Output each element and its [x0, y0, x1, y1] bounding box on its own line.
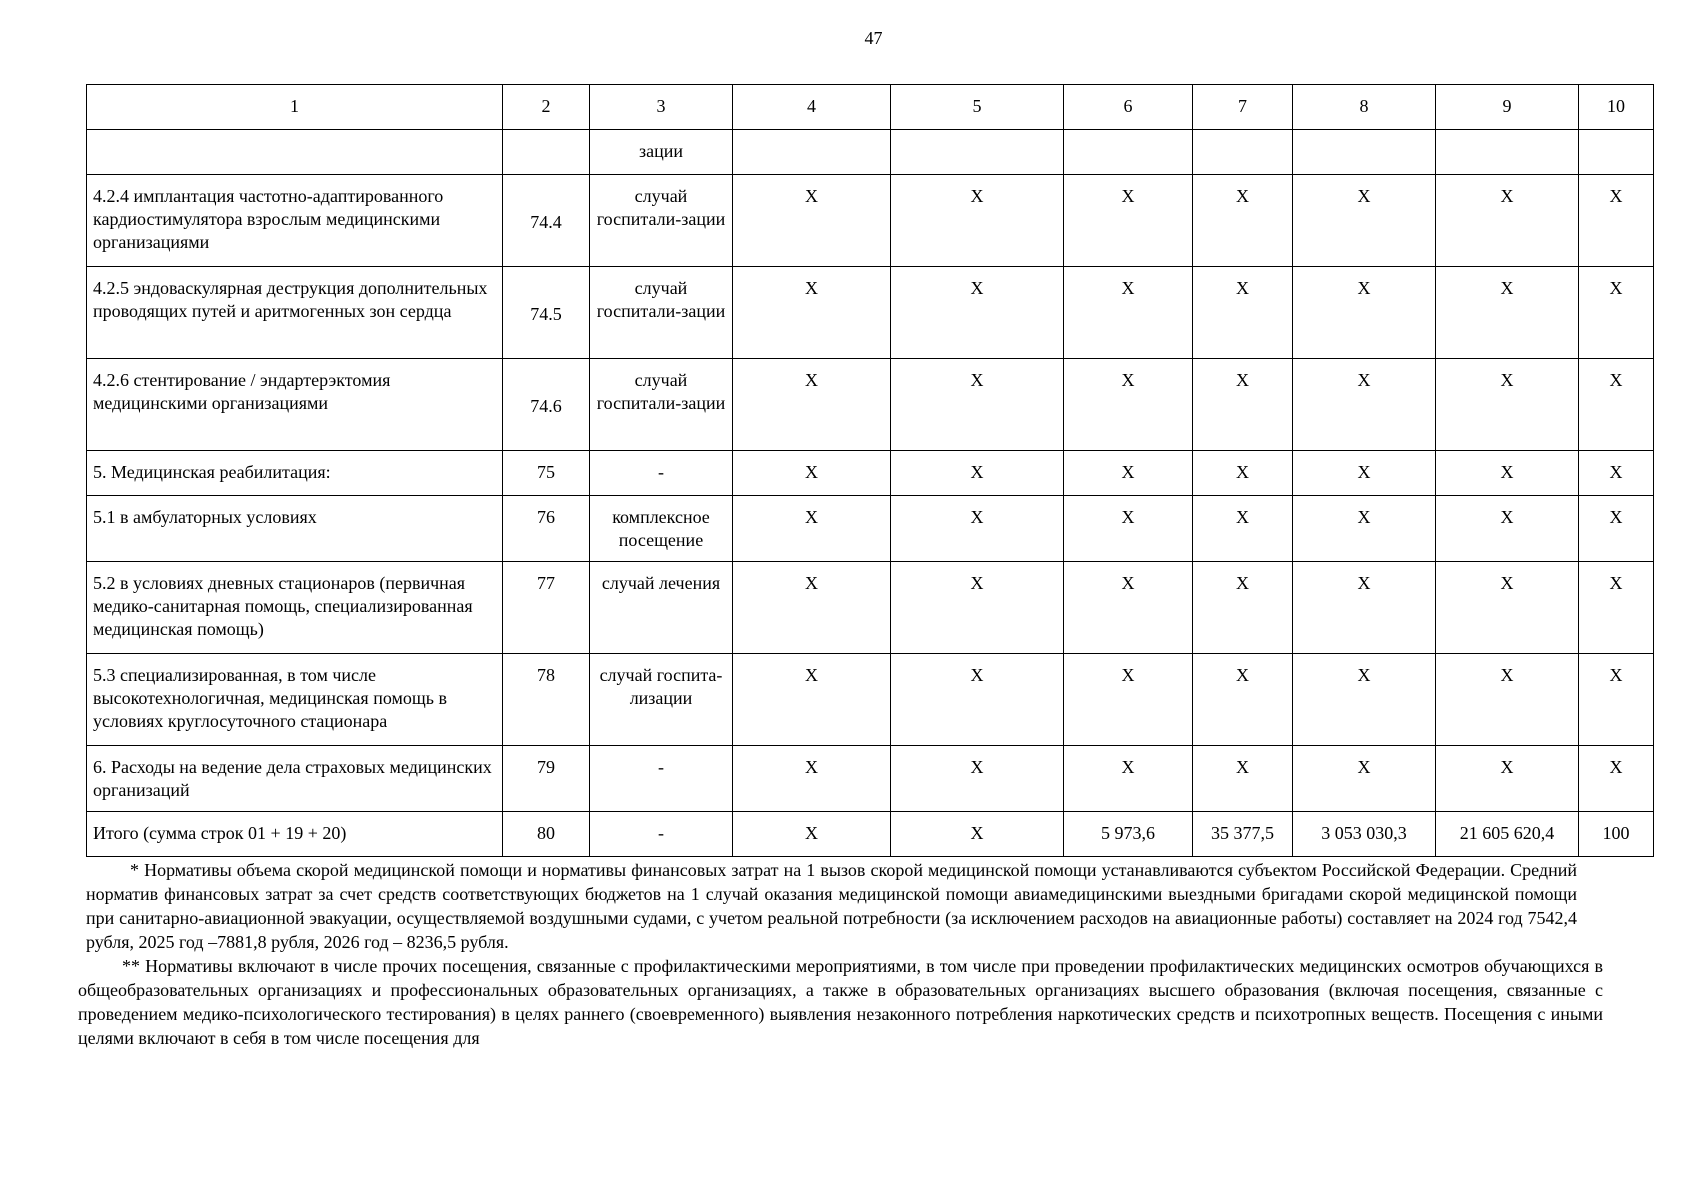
header-cell: 10 — [1579, 85, 1654, 130]
table-cell-col4: Х — [733, 746, 891, 812]
table-cell-col10: Х — [1579, 562, 1654, 654]
table-cell-col8: 3 053 030,3 — [1293, 812, 1436, 857]
table-cell-col7 — [1193, 130, 1293, 175]
table-cell-col9: Х — [1436, 496, 1579, 562]
table-cell-col7: Х — [1193, 451, 1293, 496]
table-cell-col6: Х — [1064, 451, 1193, 496]
table-cell-col1 — [87, 130, 503, 175]
table-cell-col10: 100 — [1579, 812, 1654, 857]
table-cell-col5 — [891, 130, 1064, 175]
table-cell-col10: Х — [1579, 267, 1654, 359]
table-cell-col8: Х — [1293, 496, 1436, 562]
table-cell-col6 — [1064, 130, 1193, 175]
table-cell-col4: Х — [733, 496, 891, 562]
table-cell-col6: 5 973,6 — [1064, 812, 1193, 857]
table-cell-col8: Х — [1293, 359, 1436, 451]
table-cell-col7: 35 377,5 — [1193, 812, 1293, 857]
table-cell-col5: Х — [891, 654, 1064, 746]
header-cell: 4 — [733, 85, 891, 130]
table-cell-col3: случай лечения — [590, 562, 733, 654]
table-cell-col2: 80 — [503, 812, 590, 857]
table-cell-col10: Х — [1579, 359, 1654, 451]
table-cell-col3: случай госпита-лизации — [590, 654, 733, 746]
table-cell-col3: случай госпитали-зации — [590, 267, 733, 359]
table-cell-col8: Х — [1293, 746, 1436, 812]
table-cell-col9: 21 605 620,4 — [1436, 812, 1579, 857]
footnotes — [78, 858, 1603, 1050]
header-row — [87, 85, 1654, 130]
table-cell-col8: Х — [1293, 451, 1436, 496]
table-cell-col6: Х — [1064, 562, 1193, 654]
table-row — [87, 130, 1654, 175]
table-row — [87, 451, 1654, 496]
header-cell: 9 — [1436, 85, 1579, 130]
table-cell-col8: Х — [1293, 175, 1436, 267]
page-number: 47 — [864, 28, 883, 48]
table-cell-col9: Х — [1436, 175, 1579, 267]
table-cell-col5: Х — [891, 746, 1064, 812]
table-row — [87, 746, 1654, 812]
header-cell: 6 — [1064, 85, 1193, 130]
table-cell-col3: комплексное посещение — [590, 496, 733, 562]
table-row — [87, 496, 1654, 562]
table-cell-col2: 75 — [503, 451, 590, 496]
table-cell-col2: 74.5 — [503, 267, 590, 359]
table-cell-col6: Х — [1064, 267, 1193, 359]
table-body — [87, 85, 1654, 857]
table-row — [87, 654, 1654, 746]
table-row — [87, 175, 1654, 267]
table-cell-col2: 77 — [503, 562, 590, 654]
table-cell-col5: Х — [891, 359, 1064, 451]
table-row — [87, 562, 1654, 654]
table-cell-col6: Х — [1064, 175, 1193, 267]
table-cell-col10: Х — [1579, 746, 1654, 812]
table-cell-col10: Х — [1579, 175, 1654, 267]
table-cell-col6: Х — [1064, 496, 1193, 562]
table-cell-col9: Х — [1436, 746, 1579, 812]
table-row — [87, 359, 1654, 451]
table-cell-col8: Х — [1293, 654, 1436, 746]
table-cell-col3: - — [590, 746, 733, 812]
table-cell-col1: 5.3 специализированная, в том числе высокотехнологичная, медицинская помощь в условиях круглосуточного стационара — [87, 654, 503, 746]
table-cell-col2 — [503, 130, 590, 175]
data-table — [86, 84, 1654, 857]
table-cell-col4 — [733, 130, 891, 175]
table-cell-col6: Х — [1064, 359, 1193, 451]
table-cell-col3: - — [590, 812, 733, 857]
table-cell-col2: 74.6 — [503, 359, 590, 451]
table-cell-col2: 78 — [503, 654, 590, 746]
header-cell: 1 — [87, 85, 503, 130]
table-cell-col1: 4.2.4 имплантация частотно-адаптированного кардиостимулятора взрослым медицинскими организациями — [87, 175, 503, 267]
table-cell-col8: Х — [1293, 562, 1436, 654]
table-cell-col4: Х — [733, 562, 891, 654]
table-cell-col5: Х — [891, 175, 1064, 267]
table-cell-col4: Х — [733, 359, 891, 451]
table-cell-col8: Х — [1293, 267, 1436, 359]
table-cell-col7: Х — [1193, 267, 1293, 359]
table-cell-col1: 4.2.6 стентирование / эндартерэктомия медицинскими организациями — [87, 359, 503, 451]
table-cell-col7: Х — [1193, 359, 1293, 451]
table-cell-col6: Х — [1064, 746, 1193, 812]
table-cell-col2: 74.4 — [503, 175, 590, 267]
table-cell-col6: Х — [1064, 654, 1193, 746]
table-cell-col5: Х — [891, 496, 1064, 562]
header-cell: 2 — [503, 85, 590, 130]
header-cell: 5 — [891, 85, 1064, 130]
table-cell-col9: Х — [1436, 451, 1579, 496]
table-cell-col7: Х — [1193, 746, 1293, 812]
table-cell-col9: Х — [1436, 267, 1579, 359]
table-cell-col7: Х — [1193, 562, 1293, 654]
footnote-1: * Нормативы объема скорой медицинской помощи и нормативы финансовых затрат на 1 вызов скорой медицинской помощи устанавливаются субъектом Российской Федерации. Средний норматив финансовых затрат за счет средств соответствующих бюджетов на 1 случай оказания медицинской помощи авиамедицинскими выездными бригадами скорой медицинской помощи при санитарно-авиационной эвакуации, осуществляемой воздушными судами, с учетом реальной потребности (за исключением расходов на авиационные работы) составляет на 2024 год 7542,4 рубля, 2025 год –7881,8 рубля, 2026 год – 8236,5 рубля. — [86, 860, 1577, 952]
table-cell-col3: зации — [590, 130, 733, 175]
table-cell-col4: Х — [733, 451, 891, 496]
table-cell-col1: 5.2 в условиях дневных стационаров (первичная медико-санитарная помощь, специализированная медицинская помощь) — [87, 562, 503, 654]
table-cell-col4: Х — [733, 267, 891, 359]
table-row — [87, 812, 1654, 857]
table-cell-col4: Х — [733, 654, 891, 746]
table-cell-col5: Х — [891, 267, 1064, 359]
table-cell-col3: случай госпитали-зации — [590, 359, 733, 451]
table-row — [87, 267, 1654, 359]
header-cell: 8 — [1293, 85, 1436, 130]
table-cell-col7: Х — [1193, 175, 1293, 267]
header-cell: 7 — [1193, 85, 1293, 130]
table-cell-col3: случай госпитали-зации — [590, 175, 733, 267]
table-cell-col10: Х — [1579, 654, 1654, 746]
table-cell-col5: Х — [891, 562, 1064, 654]
table-cell-col1: 5. Медицинская реабилитация: — [87, 451, 503, 496]
table-cell-col1: 5.1 в амбулаторных условиях — [87, 496, 503, 562]
table-cell-col7: Х — [1193, 654, 1293, 746]
table-cell-col4: Х — [733, 175, 891, 267]
table-cell-col9 — [1436, 130, 1579, 175]
table-cell-col9: Х — [1436, 654, 1579, 746]
table-cell-col10: Х — [1579, 451, 1654, 496]
table-cell-col1: 4.2.5 эндоваскулярная деструкция дополнительных проводящих путей и аритмогенных зон сердца — [87, 267, 503, 359]
table-cell-col2: 76 — [503, 496, 590, 562]
table-cell-col5: Х — [891, 451, 1064, 496]
table-cell-col9: Х — [1436, 562, 1579, 654]
table-cell-col5: Х — [891, 812, 1064, 857]
footnote-2: ** Нормативы включают в числе прочих посещения, связанные с профилактическими мероприятиями, в том числе при проведении профилактических медицинских осмотров обучающихся в общеобразовательных организациях и профессиональных образовательных организациях, а также в образовательных организациях высшего образования (включая посещения, связанные с проведением медико-психологического тестирования) в целях раннего (своевременного) выявления незаконного потребления наркотических средств и психотропных веществ. Посещения с иными целями включают в себя в том числе посещения для — [78, 956, 1603, 1048]
table-cell-col9: Х — [1436, 359, 1579, 451]
table-cell-col8 — [1293, 130, 1436, 175]
table-cell-col7: Х — [1193, 496, 1293, 562]
table-cell-col10 — [1579, 130, 1654, 175]
header-cell: 3 — [590, 85, 733, 130]
table-cell-col1: Итого (сумма строк 01 + 19 + 20) — [87, 812, 503, 857]
table-cell-col2: 79 — [503, 746, 590, 812]
table-cell-col4: Х — [733, 812, 891, 857]
table-cell-col1: 6. Расходы на ведение дела страховых медицинских организаций — [87, 746, 503, 812]
table-cell-col3: - — [590, 451, 733, 496]
table-cell-col10: Х — [1579, 496, 1654, 562]
